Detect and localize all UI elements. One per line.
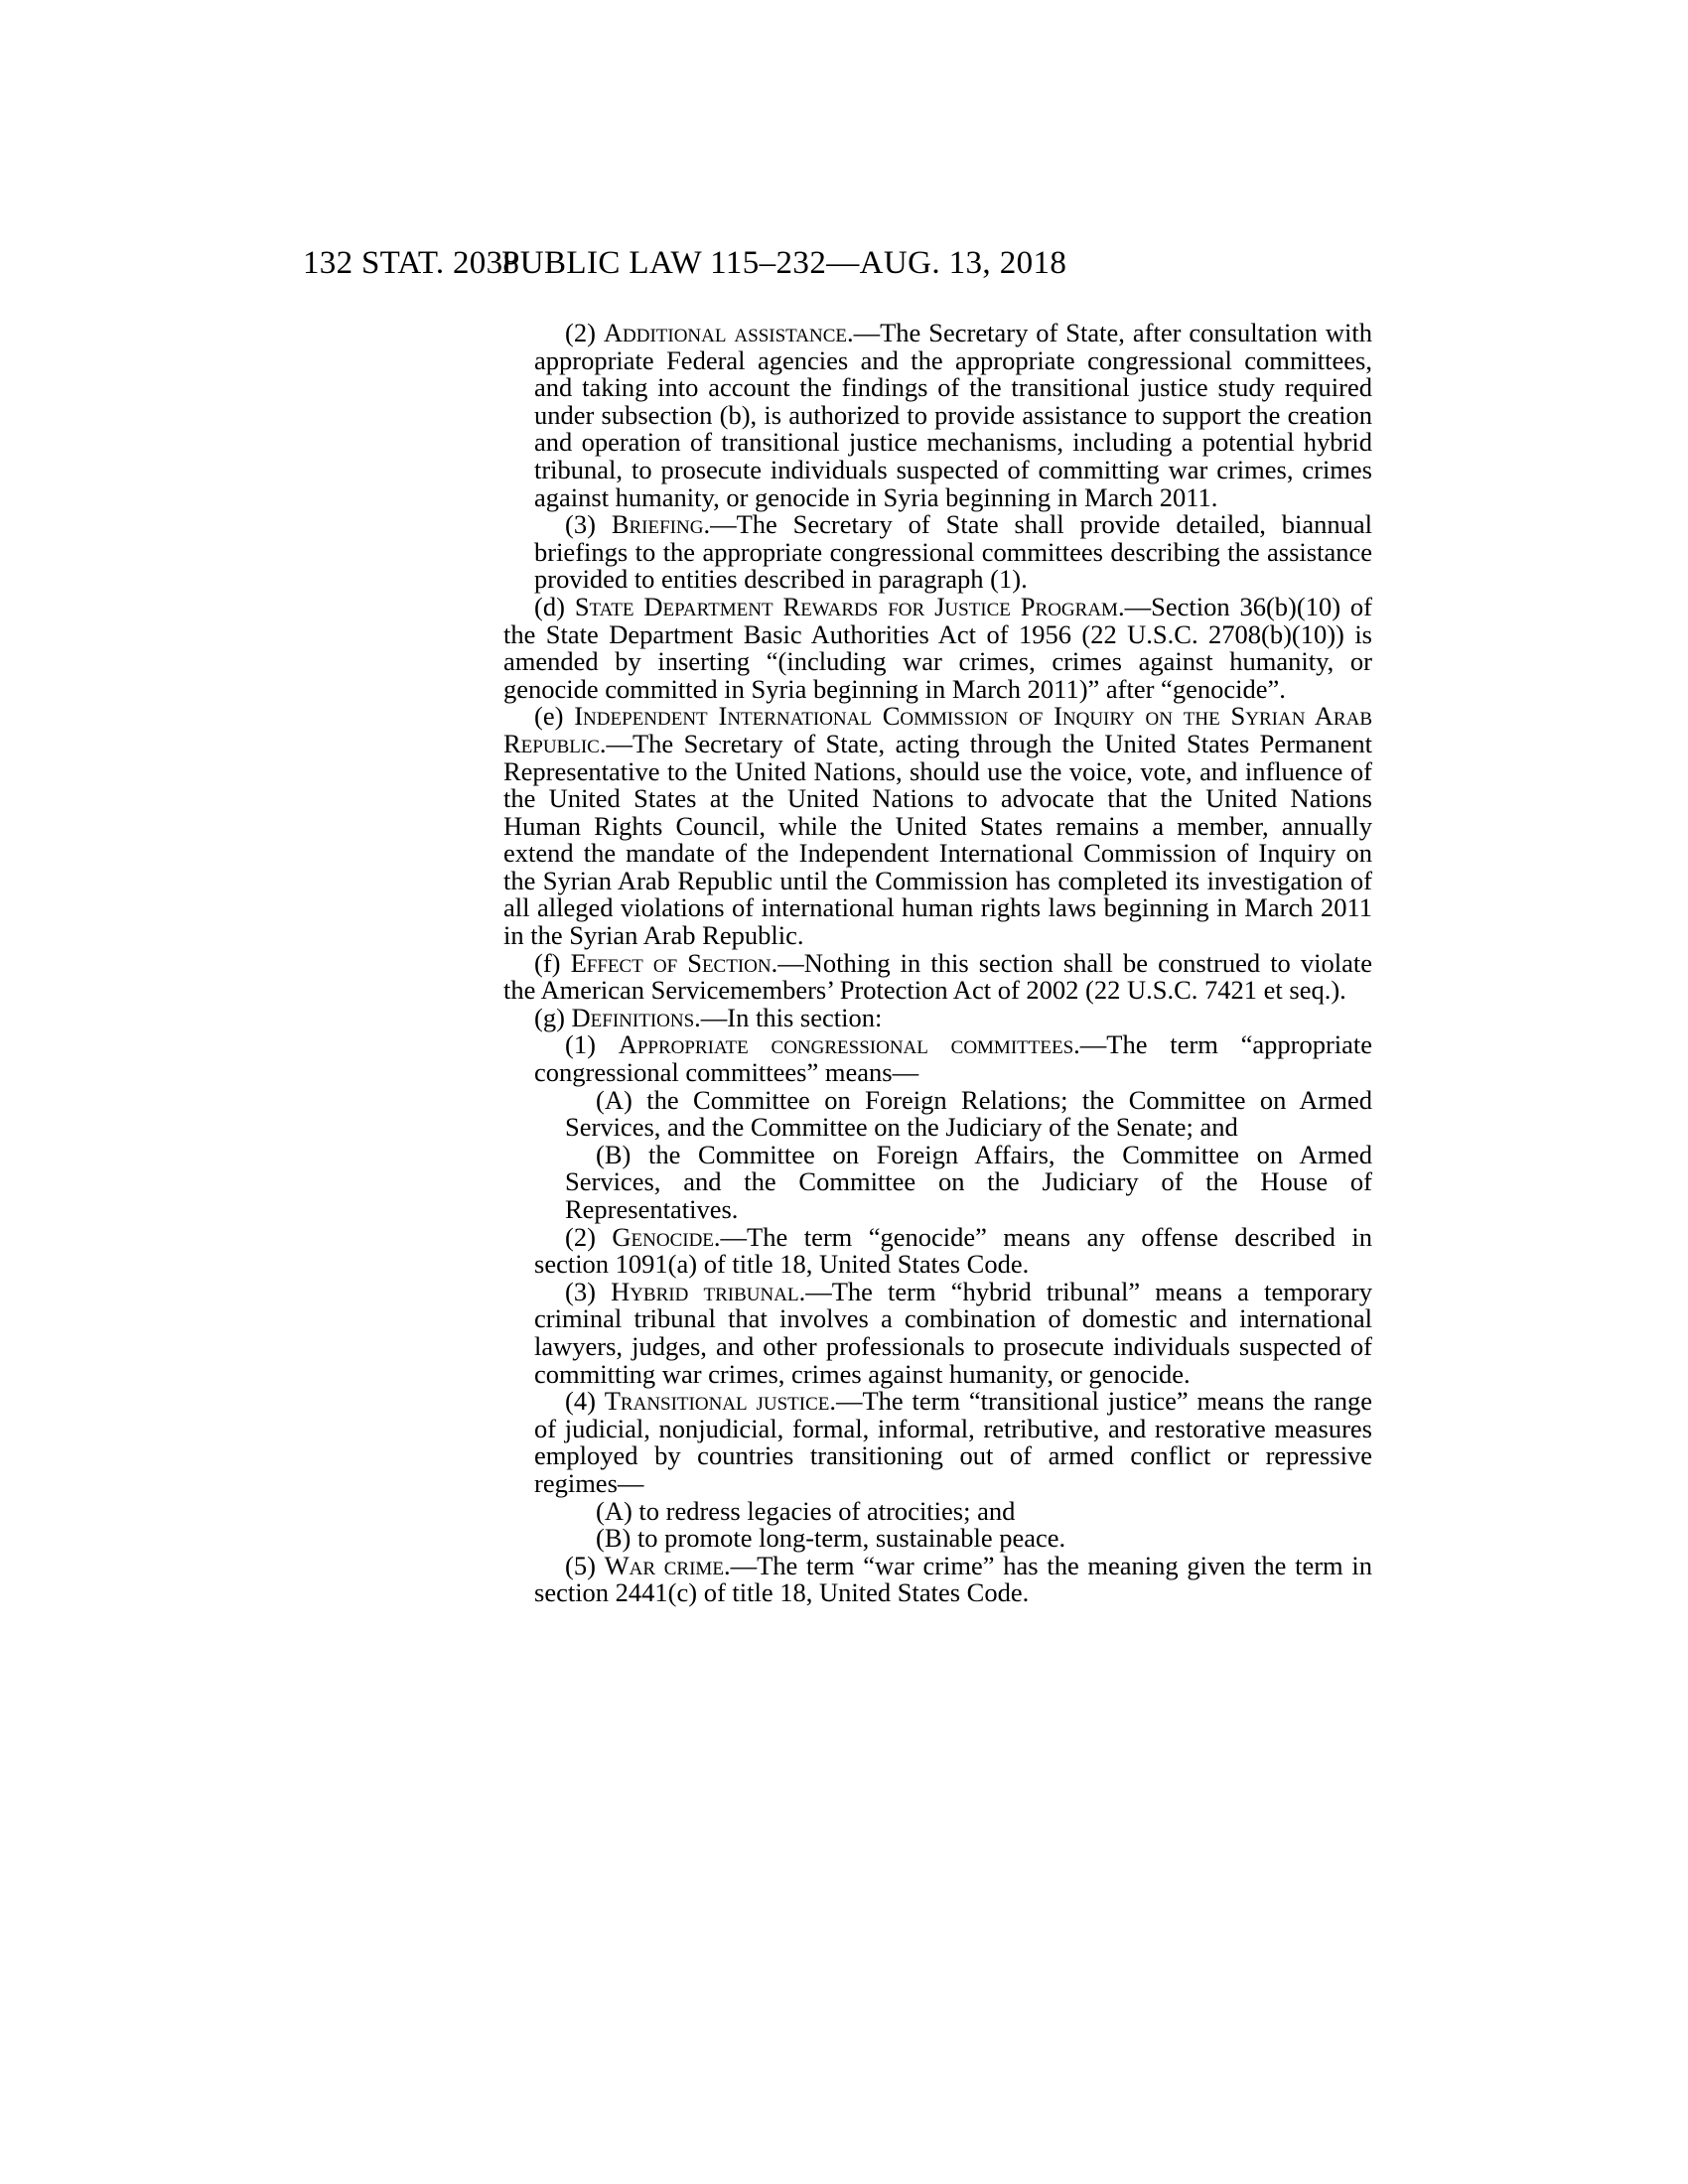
definition-transitional-justice-b: (B) to promote long-term, sustainable peace. xyxy=(596,1523,1066,1554)
paragraph-heading: State Department Rewards for Justice Program xyxy=(574,591,1118,621)
definition-committees: (1) Appropriate congressional committees.—The term “appropriate congressional committees” means— xyxy=(534,1029,1373,1088)
paragraph-heading: Effect of Section xyxy=(570,947,772,978)
stat-citation: 132 STAT. 2038 xyxy=(303,245,520,281)
paragraph-heading: Appropriate congressional committees xyxy=(618,1029,1074,1060)
definition-committees-senate: (A) the Committee on Foreign Relations; the Committee on Armed Services, and the Committee on the Judiciary of the Senate; and xyxy=(565,1084,1372,1143)
public-law-title: PUBLIC LAW 115–232—AUG. 13, 2018 xyxy=(501,245,1067,281)
paragraph-briefing: (3) Briefing.—The Secretary of State shall provide detailed, biannual briefings to the appropriate congressional committees describing the assistance provided to entities described in paragraph (1). xyxy=(534,509,1372,595)
paragraph-heading: Definitions xyxy=(571,1002,695,1032)
document-body xyxy=(503,320,1372,1607)
definition-genocide: (2) Genocide.—The term “genocide” means any offense described in section 1091(a) of title 18, United States Code. xyxy=(534,1221,1372,1280)
paragraph-definitions: (g) Definitions.—In this section: xyxy=(534,1002,883,1032)
paragraph-heading: War crime xyxy=(604,1550,724,1580)
paragraph-heading: Transitional justice xyxy=(604,1386,830,1417)
page-header xyxy=(303,245,1375,289)
paragraph-effect-of-section: (f) Effect of Section.—Nothing in this section shall be construed to violate the American Servicemembers’ Protection Act of 2002 (22 U.S.C. 7421 et seq.). xyxy=(503,947,1372,1006)
paragraph-heading: Additional assistance xyxy=(603,318,847,347)
definition-committees-house: (B) the Committee on Foreign Affairs, the Committee on Armed Services, and the Committee on the Judiciary of the House of Representatives. xyxy=(565,1139,1372,1224)
paragraph-commission-of-inquiry: (e) Independent International Commission of Inquiry on the Syrian Arab Republic.—The Secretary of State, acting through the United States Permanent Representative to the United Nations, should use the voice, vote, and influence of the United States at the United Nations to advocate that the United Nations Human Rights Council, while the United States remains a member, annually extend the mandate of the Independent International Commission of Inquiry on the Syrian Arab Republic until the Commission has completed its investigation of all alleged violations of international human rights laws beginning in March 2011 in the Syrian Arab Republic. xyxy=(503,701,1372,951)
definition-transitional-justice-a: (A) to redress legacies of atrocities; and xyxy=(596,1495,1016,1526)
paragraph-heading: Independent International Commission of Inquiry on the Syrian Arab Republic xyxy=(503,701,1372,758)
definition-war-crime: (5) War crime.—The term “war crime” has the meaning given the term in section 2441(c) of title 18, United States Code. xyxy=(534,1550,1372,1608)
paragraph-heading: Genocide xyxy=(612,1221,714,1252)
paragraph-heading: Briefing xyxy=(611,509,704,540)
definition-transitional-justice: (4) Transitional justice.—The term “transitional justice” means the range of judicial, nonjudicial, formal, informal, retributive, and restorative measures employed by countries transitioning out of armed conflict or repressive regimes— xyxy=(534,1386,1373,1498)
paragraph-rewards-for-justice: (d) State Department Rewards for Justice Program.—Section 36(b)(10) of the State Department Basic Authorities Act of 1956 (22 U.S.C. 2708(b)(10)) is amended by inserting “(including war crimes, crimes against humanity, or genocide committed in Syria beginning in March 2011)” after “genocide”. xyxy=(503,591,1372,704)
paragraph-heading: Hybrid tribunal xyxy=(611,1276,799,1306)
paragraph-additional-assistance: (2) Additional assistance.—The Secretary of State, after consultation with appropriate Federal agencies and the appropriate congressional committees, and taking into account the findings of the transitional justice study required under subsection (b), is authorized to provide assistance to support the creation and operation of transitional justice mechanisms, including a potential hybrid tribunal, to prosecute individuals suspected of committing war crimes, crimes against humanity, or genocide in Syria beginning in March 2011. xyxy=(534,318,1372,512)
definition-hybrid-tribunal: (3) Hybrid tribunal.—The term “hybrid tribunal” means a temporary criminal tribunal that involves a combination of domestic and international lawyers, judges, and other professionals to prosecute individuals suspected of committing war crimes, crimes against humanity, or genocide. xyxy=(534,1276,1372,1389)
